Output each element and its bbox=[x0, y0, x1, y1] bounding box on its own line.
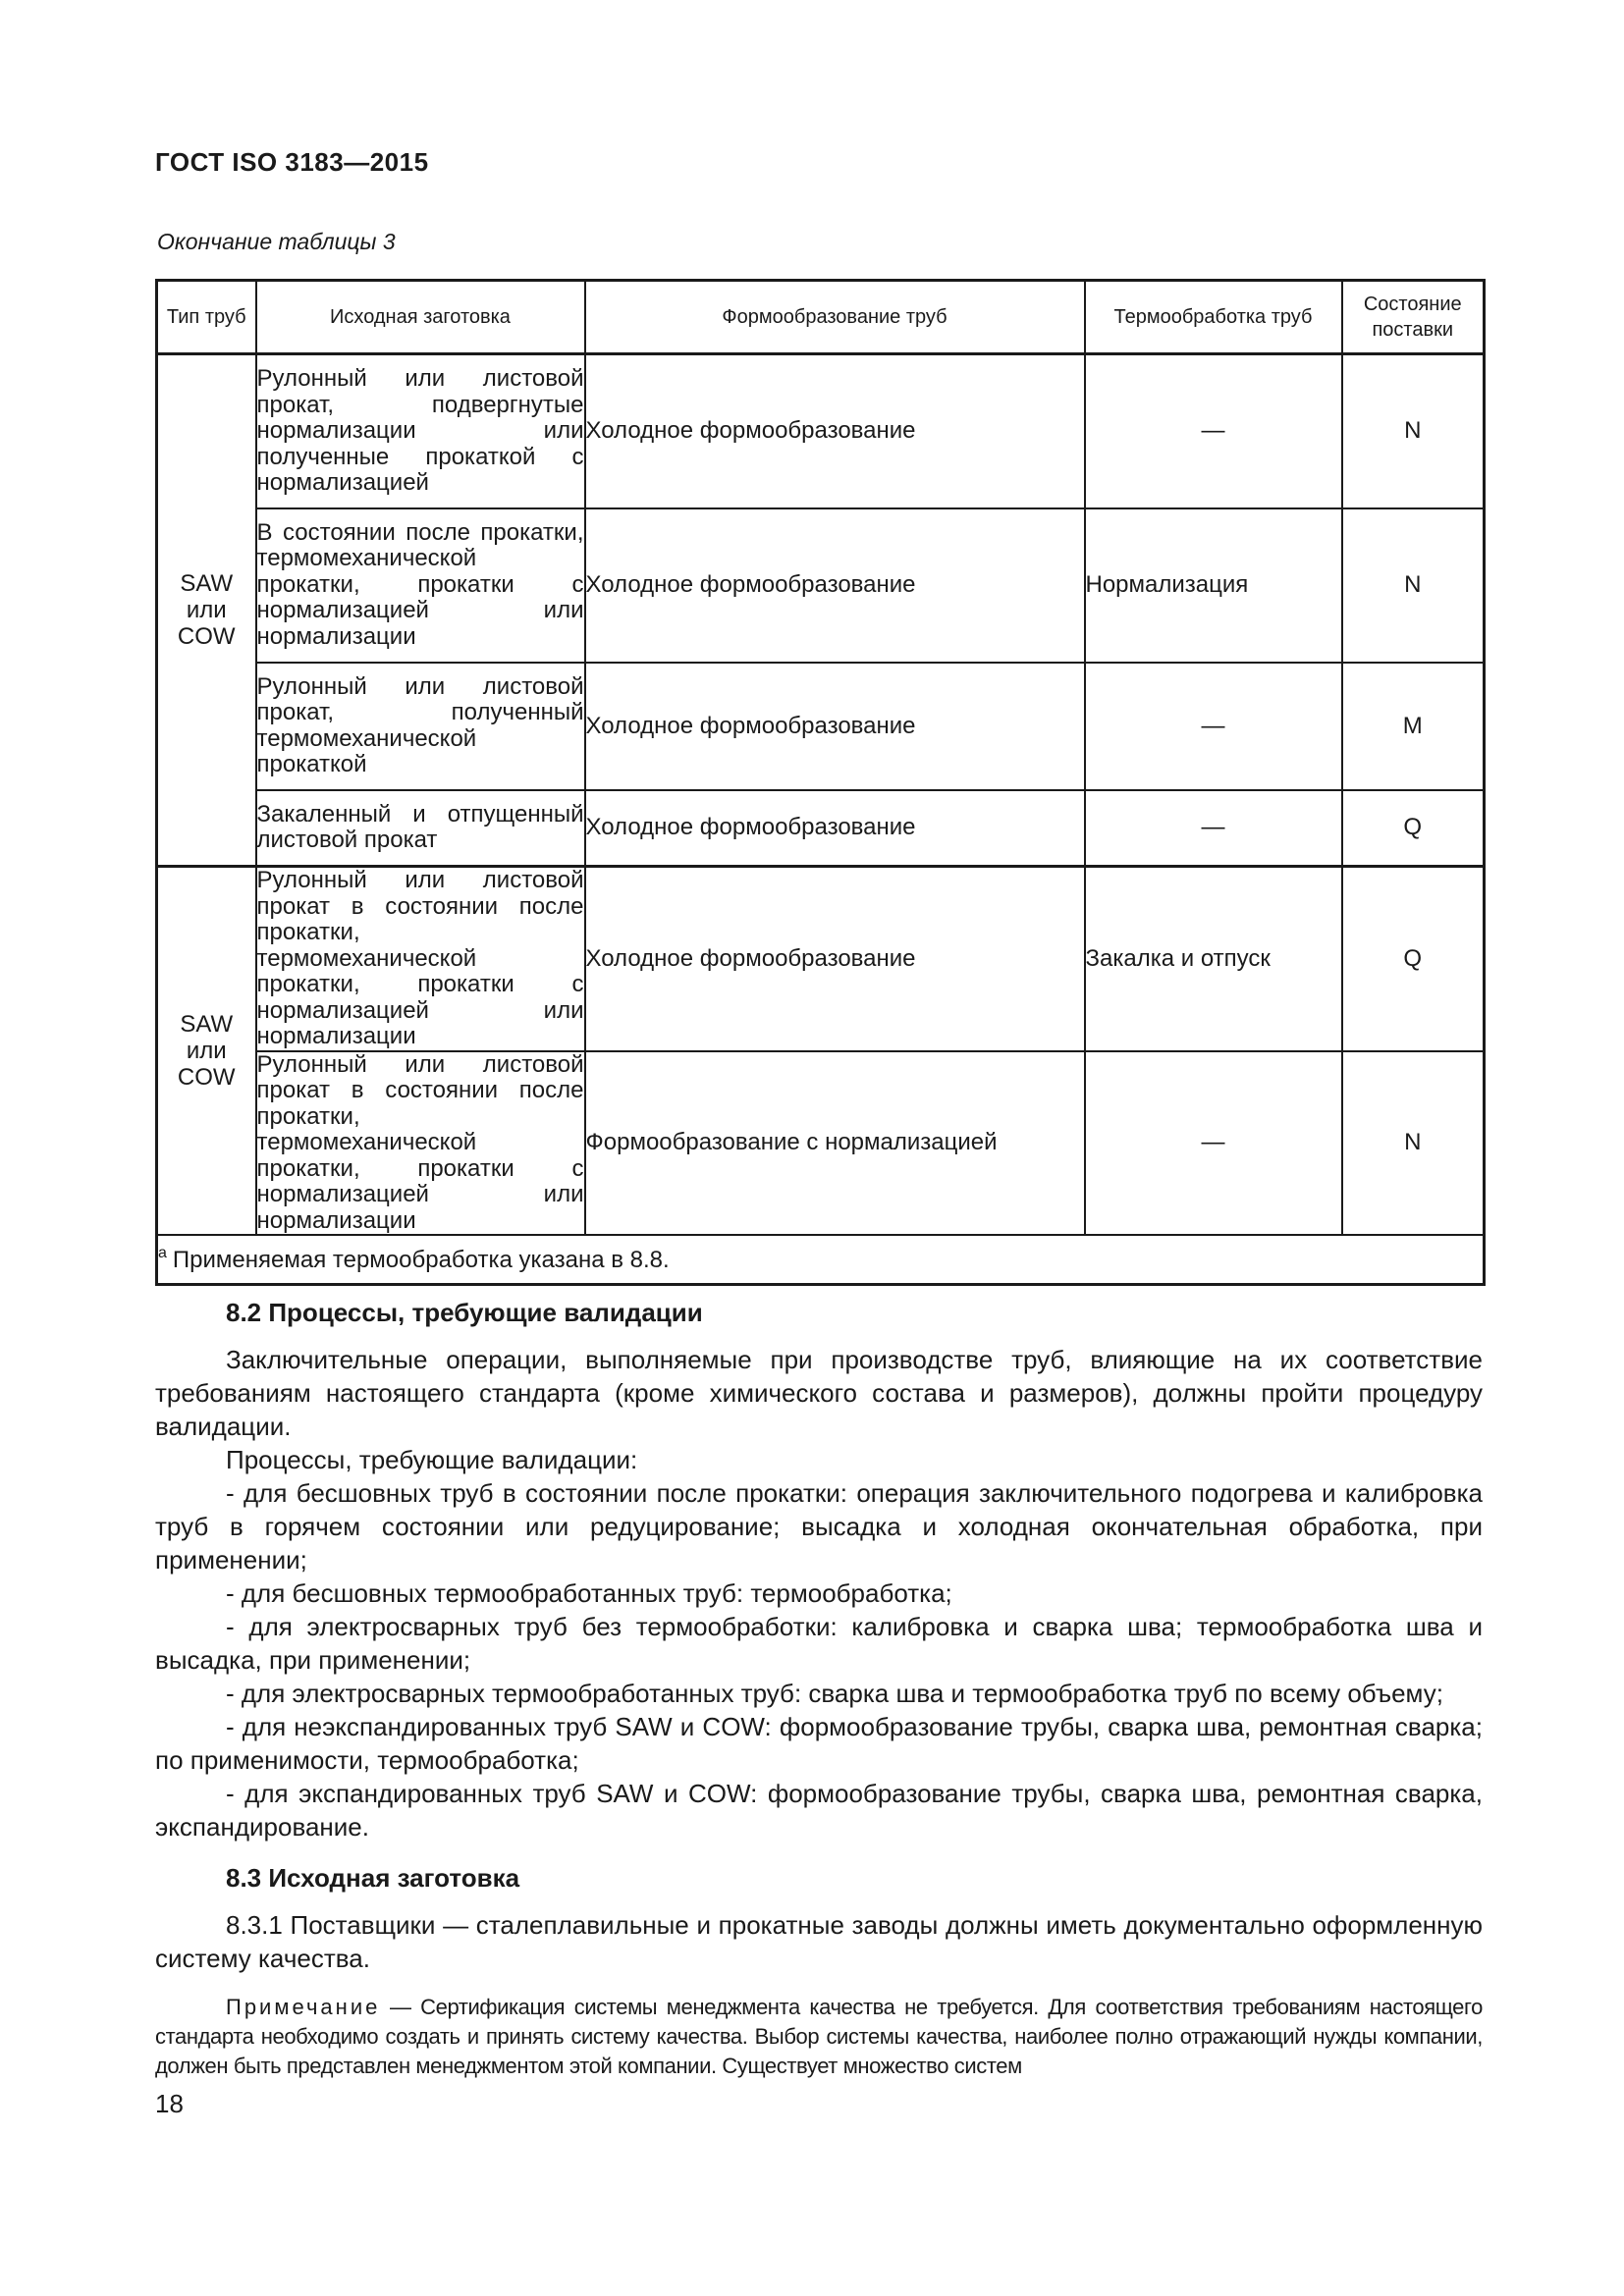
footnote-text: Применяемая термообработка указана в 8.8. bbox=[172, 1247, 670, 1273]
column-header-forming: Формообразование труб bbox=[585, 281, 1085, 354]
table-3 bbox=[155, 279, 1486, 1286]
section-8-3-heading: 8.3 Исходная заготовка bbox=[226, 1863, 520, 1893]
column-header-heat-treatment: Термообработка труб bbox=[1085, 281, 1342, 354]
page-number: 18 bbox=[155, 2089, 184, 2118]
heat-treatment-cell: — bbox=[1085, 790, 1342, 867]
heat-treatment-cell: Закалка и отпуск bbox=[1085, 867, 1342, 1051]
list-item: - для бесшовных термообработанных труб: термообработка; bbox=[226, 1578, 952, 1608]
section-8-2-heading: 8.2 Процессы, требующие валидации bbox=[226, 1298, 703, 1327]
pipe-type-cell: SAW или COW bbox=[157, 867, 256, 1236]
forming-cell: Холодное формообразование bbox=[585, 663, 1085, 790]
forming-cell: Холодное формообразование bbox=[585, 354, 1085, 508]
heat-treatment-cell: — bbox=[1085, 663, 1342, 790]
standard-header: ГОСТ ISO 3183—2015 bbox=[155, 147, 429, 177]
list-item: - для неэкспандированных труб SAW и COW: формообразование трубы, сварка шва, ремонтная сварка; по применимости, термообработка; bbox=[155, 1712, 1483, 1775]
delivery-condition-cell: N bbox=[1342, 508, 1485, 663]
heat-treatment-cell: — bbox=[1085, 1051, 1342, 1236]
paragraph: Процессы, требующие валидации: bbox=[226, 1445, 638, 1474]
material-cell: Рулонный или листовой прокат в состоянии после прокатки, термомеханической прокатки, прокатки с нормализацией или нормализации bbox=[256, 867, 584, 1049]
table-footnote bbox=[157, 1235, 1485, 1285]
forming-cell: Холодное формообразование bbox=[585, 790, 1085, 867]
note bbox=[155, 1993, 1483, 2081]
material-cell: Рулонный или листовой прокат, полученный термомеханической прокаткой bbox=[256, 663, 585, 790]
material-cell: Закаленный и отпущенный листовой прокат bbox=[256, 790, 585, 867]
column-header-delivery-condition: Состояние поставки bbox=[1342, 281, 1485, 354]
forming-cell: Холодное формообразование bbox=[585, 867, 1085, 1051]
material-cell: В состоянии после прокатки, термомеханической прокатки, прокатки с нормализацией или нормализации bbox=[256, 508, 585, 663]
material-cell: Рулонный или листовой прокат, подвергнутые нормализации или полученные прокаткой с нормализацией bbox=[256, 354, 585, 508]
forming-cell: Формообразование с нормализацией bbox=[585, 1051, 1085, 1236]
list-item: - для бесшовных труб в состоянии после прокатки: операция заключительного подогрева и калибровка труб в горячем состоянии или редуцирование; высадка и холодная окончательная обработка, при применении; bbox=[155, 1478, 1483, 1575]
table-row bbox=[157, 354, 1485, 508]
paragraph: 8.3.1 Поставщики — сталеплавильные и прокатные заводы должны иметь документально оформленную систему качества. bbox=[155, 1910, 1483, 1973]
heat-treatment-cell: Нормализация bbox=[1085, 508, 1342, 663]
delivery-condition-cell: N bbox=[1342, 354, 1485, 508]
delivery-condition-cell: Q bbox=[1342, 790, 1485, 867]
paragraph: Заключительные операции, выполняемые при производстве труб, влияющие на их соответствие требованиям настоящего стандарта (кроме химического состава и размеров), должны пройти процедуру валидации. bbox=[155, 1345, 1483, 1441]
table-caption: Окончание таблицы 3 bbox=[157, 229, 396, 254]
list-item: - для электросварных труб без термообработки: калибровка и сварка шва; термообработка шва и высадка, при применении; bbox=[155, 1612, 1483, 1675]
column-header-material: Исходная заготовка bbox=[256, 281, 585, 354]
material-cell: Рулонный или листовой прокат в состоянии после прокатки, термомеханической прокатки, прокатки с нормализацией или нормализации bbox=[256, 1050, 584, 1234]
pipe-type-cell: SAW или COW bbox=[157, 354, 256, 867]
list-item: - для экспандированных труб SAW и COW: формообразование трубы, сварка шва, ремонтная сварка, экспандирование. bbox=[155, 1779, 1483, 1842]
column-header-type: Тип труб bbox=[157, 281, 256, 354]
table-row bbox=[157, 867, 1485, 1051]
delivery-condition-cell: N bbox=[1342, 1051, 1485, 1236]
forming-cell: Холодное формообразование bbox=[585, 508, 1085, 663]
table-footnote-row bbox=[157, 1235, 1485, 1285]
note-label: Примечание bbox=[226, 1995, 381, 2019]
table-row bbox=[157, 790, 1485, 867]
heat-treatment-cell: — bbox=[1085, 354, 1342, 508]
table-row bbox=[157, 663, 1485, 790]
table-row bbox=[157, 508, 1485, 663]
delivery-condition-cell: Q bbox=[1342, 867, 1485, 1051]
table-header-row bbox=[157, 281, 1485, 354]
table-row bbox=[157, 1051, 1485, 1236]
delivery-condition-cell: M bbox=[1342, 663, 1485, 790]
footnote-marker: a bbox=[158, 1245, 167, 1261]
note-text: — Сертификация системы менеджмента качества не требуется. Для соответствия требованиям настоящего стандарта необходимо создать и принять систему качества. Выбор системы качества, наиболее полно отражающий нужды компании, должен быть представлен менеджментом этой компании. Существует множество систем bbox=[155, 1995, 1483, 2078]
list-item: - для электросварных термообработанных труб: сварка шва и термообработка труб по всему объему; bbox=[226, 1679, 1443, 1708]
